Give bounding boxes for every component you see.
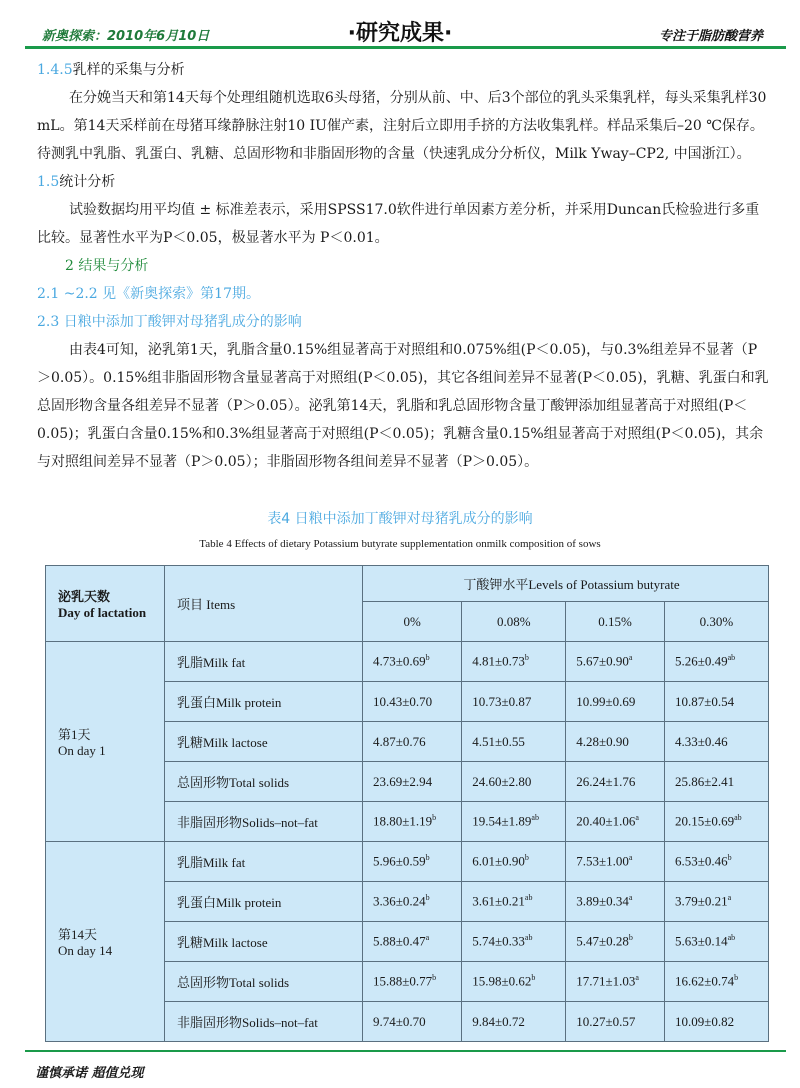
value: 25.86±2.41 <box>674 773 735 789</box>
value-cell <box>363 642 462 682</box>
significance-letter: ab <box>734 813 742 823</box>
header-slogan: 专注于脂肪酸营养 <box>658 29 763 44</box>
value-cell <box>566 802 665 842</box>
value: 5.88±0.47 <box>373 933 426 949</box>
value: 10.43±0.70 <box>373 693 433 709</box>
value-cell <box>462 962 566 1002</box>
value: 4.51±0.55 <box>472 733 525 749</box>
section-title: 2 结果与分析 <box>65 258 149 274</box>
significance-letter: b <box>432 973 437 983</box>
header-rule <box>25 46 786 49</box>
value-cell <box>664 762 768 802</box>
value: 10.87±0.54 <box>674 693 735 709</box>
item-label: 乳脂Milk fat <box>165 642 363 682</box>
value: 10.27±0.57 <box>576 1013 636 1029</box>
value-cell <box>363 922 462 962</box>
section-title: 2.1 ~2.2 见《新奥探索》第17期。 <box>37 286 260 302</box>
section-heading <box>37 168 770 196</box>
value-cell <box>664 682 768 722</box>
value-cell <box>462 802 566 842</box>
value: 4.87±0.76 <box>373 733 426 749</box>
table-caption-en: Table 4 Effects of dietary Potassium butyrate supplementation onmilk composition of sows <box>199 538 601 550</box>
significance-letter: b <box>432 813 437 823</box>
header-issue: 新奥探索：2010年6月10日 <box>42 29 210 44</box>
page-header <box>25 21 775 46</box>
significance-letter: ab <box>727 933 736 943</box>
header-levels: 丁酸钾水平Levels of Potassium butyrate <box>363 566 769 602</box>
value: 23.69±2.94 <box>373 773 433 789</box>
value-cell <box>664 802 768 842</box>
item-label: 总固形物Total solids <box>165 962 363 1002</box>
value: 4.81±0.73 <box>472 653 525 669</box>
item-label: 乳糖Milk lactose <box>165 722 363 762</box>
value-cell <box>566 1002 665 1042</box>
value-cell <box>664 922 768 962</box>
value-cell <box>462 722 566 762</box>
header-day-of-lactation: 泌乳天数 Day of lactation <box>46 566 165 642</box>
value-cell <box>664 842 768 882</box>
value-cell <box>566 882 665 922</box>
value-cell <box>363 882 462 922</box>
value-cell <box>462 682 566 722</box>
value-cell <box>664 722 768 762</box>
value-cell <box>363 842 462 882</box>
significance-letter: a <box>425 933 430 943</box>
value: 20.15±0.69 <box>674 813 735 829</box>
paragraph: 试验数据均用平均值 ± 标准差表示，采用SPSS17.0软件进行单因素方差分析，并采用Duncan氏检验进行多重比较。显著性水平为P＜0.05，极显著水平为 P＜0.01。 <box>37 202 760 246</box>
value: 5.63±0.14 <box>674 933 728 949</box>
significance-letter: ab <box>524 933 533 943</box>
value-cell <box>462 922 566 962</box>
header-level: 0.15% <box>566 602 665 642</box>
significance-letter: a <box>635 973 639 983</box>
value: 26.24±1.76 <box>576 773 636 789</box>
paragraph: 由表4可知，泌乳第1天，乳脂含量0.15%组显著高于对照组和0.075%组(P＜0.05)，与0.3%组差异不显著（P＞0.05）。0.15%组非脂固形物含量显著高于对照组(P＜0.05)，其它各组间差异不显著(P＜0.05)，乳糖、乳蛋白和乳总固形物含量各组差异不显著（P＞0.05）。泌乳第14天，乳脂和乳总固形物含量丁酸钾添加组显著高于对照组(P＜0.05)；乳蛋白含量0.15%和0.3%组显著高于对照组(P＜0.05)；乳糖含量0.15%组显著高于对照组(P＜0.05)，其余与对照组间差异不显著（P＞0.05）；非脂固形物各组间差异不显著（P＞0.05）。 <box>37 342 769 470</box>
header-level: 0% <box>363 602 462 642</box>
value-cell <box>462 1002 566 1042</box>
value-cell <box>664 962 768 1002</box>
day-label: 第1天 On day 1 <box>46 642 165 842</box>
body-text <box>37 56 770 476</box>
header-section-title: ·研究成果· <box>347 21 453 46</box>
value-cell <box>462 842 566 882</box>
significance-letter: b <box>425 893 430 903</box>
significance-letter: b <box>531 973 536 983</box>
value: 3.79±0.21 <box>674 893 728 909</box>
header-level: 0.08% <box>462 602 566 642</box>
value: 17.71±1.03 <box>576 973 636 989</box>
item-label: 非脂固形物Solids–not–fat <box>165 1002 363 1042</box>
value: 6.01±0.90 <box>472 853 525 869</box>
value: 20.40±1.06 <box>576 813 636 829</box>
significance-letter: b <box>734 973 739 983</box>
value: 9.84±0.72 <box>472 1013 525 1029</box>
value: 24.60±2.80 <box>472 773 532 789</box>
section-heading <box>37 280 770 308</box>
item-label: 乳脂Milk fat <box>165 842 363 882</box>
value-cell <box>566 762 665 802</box>
significance-letter: b <box>524 653 529 663</box>
value: 16.62±0.74 <box>674 973 735 989</box>
header-items: 项目 Items <box>165 566 363 642</box>
value-cell <box>664 882 768 922</box>
value-cell <box>566 962 665 1002</box>
value-cell <box>363 722 462 762</box>
significance-letter: b <box>524 853 529 863</box>
significance-letter: b <box>628 933 633 943</box>
value-cell <box>363 1002 462 1042</box>
value: 10.73±0.87 <box>472 693 532 709</box>
significance-letter: a <box>628 653 633 663</box>
significance-letter: b <box>727 853 732 863</box>
footer-rule <box>25 1050 786 1052</box>
value: 19.54±1.89 <box>472 813 532 829</box>
section-title: 乳样的采集与分析 <box>72 62 185 78</box>
milk-composition-table <box>45 565 769 1042</box>
value: 5.67±0.90 <box>576 653 629 669</box>
significance-letter: ab <box>524 893 533 903</box>
header-level: 0.30% <box>664 602 768 642</box>
value: 3.36±0.24 <box>373 893 426 909</box>
value-cell <box>566 922 665 962</box>
section-number: 1.5 <box>37 174 60 190</box>
value: 5.47±0.28 <box>576 933 629 949</box>
value: 10.99±0.69 <box>576 693 636 709</box>
table-row <box>46 842 769 882</box>
significance-letter: a <box>635 813 639 823</box>
value: 3.89±0.34 <box>576 893 629 909</box>
value: 5.96±0.59 <box>373 853 426 869</box>
value: 5.74±0.33 <box>472 933 525 949</box>
table-row <box>46 642 769 682</box>
significance-letter: b <box>425 853 430 863</box>
value-cell <box>462 642 566 682</box>
significance-letter: ab <box>727 653 736 663</box>
value: 7.53±1.00 <box>576 853 629 869</box>
section-heading <box>37 308 770 336</box>
value: 10.09±0.82 <box>674 1013 735 1029</box>
significance-letter: ab <box>531 813 539 823</box>
value: 5.26±0.49 <box>674 653 728 669</box>
footer-slogan: 谨慎承诺 超值兑现 <box>35 1066 144 1081</box>
section-heading <box>37 252 770 280</box>
paragraph: 在分娩当天和第14天每个处理组随机选取6头母猪，分别从前、中、后3个部位的乳头采集乳样，每头采集乳样30 mL。第14天采样前在母猪耳缘静脉注射10 IU催产素，注射后立即用手挤的方法收集乳样。样品采集后–20 ℃保存。待测乳中乳脂、乳蛋白、乳糖、总固形物和非脂固形物的含量（快速乳成分分析仪，Milk Yway–CP2, 中国浙江）。 <box>37 90 767 162</box>
value-cell <box>664 1002 768 1042</box>
value: 15.98±0.62 <box>472 973 532 989</box>
value-cell <box>363 802 462 842</box>
value-cell <box>462 762 566 802</box>
value-cell <box>363 962 462 1002</box>
item-label: 乳蛋白Milk protein <box>165 682 363 722</box>
value: 4.28±0.90 <box>576 733 629 749</box>
section-number: 1.4.5 <box>37 62 73 78</box>
day-label: 第14天 On day 14 <box>46 842 165 1042</box>
item-label: 总固形物Total solids <box>165 762 363 802</box>
significance-letter: a <box>628 893 633 903</box>
section-title: 2.3 日粮中添加丁酸钾对母猪乳成分的影响 <box>37 314 302 330</box>
table-caption-cn: 表4 日粮中添加丁酸钾对母猪乳成分的影响 <box>267 511 533 527</box>
value-cell <box>363 682 462 722</box>
significance-letter: b <box>425 653 430 663</box>
item-label: 乳蛋白Milk protein <box>165 882 363 922</box>
value-cell <box>566 642 665 682</box>
section-title: 统计分析 <box>59 174 116 190</box>
item-label: 非脂固形物Solids–not–fat <box>165 802 363 842</box>
item-label: 乳糖Milk lactose <box>165 922 363 962</box>
value-cell <box>462 882 566 922</box>
value: 3.61±0.21 <box>472 893 525 909</box>
value: 6.53±0.46 <box>674 853 728 869</box>
value-cell <box>363 762 462 802</box>
value: 4.73±0.69 <box>373 653 426 669</box>
value: 15.88±0.77 <box>373 973 433 989</box>
value: 4.33±0.46 <box>674 733 728 749</box>
value-cell <box>566 842 665 882</box>
value: 18.80±1.19 <box>373 813 433 829</box>
significance-letter: a <box>628 853 633 863</box>
value-cell <box>566 682 665 722</box>
value: 9.74±0.70 <box>373 1013 426 1029</box>
section-heading <box>37 56 770 84</box>
significance-letter: a <box>727 893 732 903</box>
value-cell <box>566 722 665 762</box>
value-cell <box>664 642 768 682</box>
